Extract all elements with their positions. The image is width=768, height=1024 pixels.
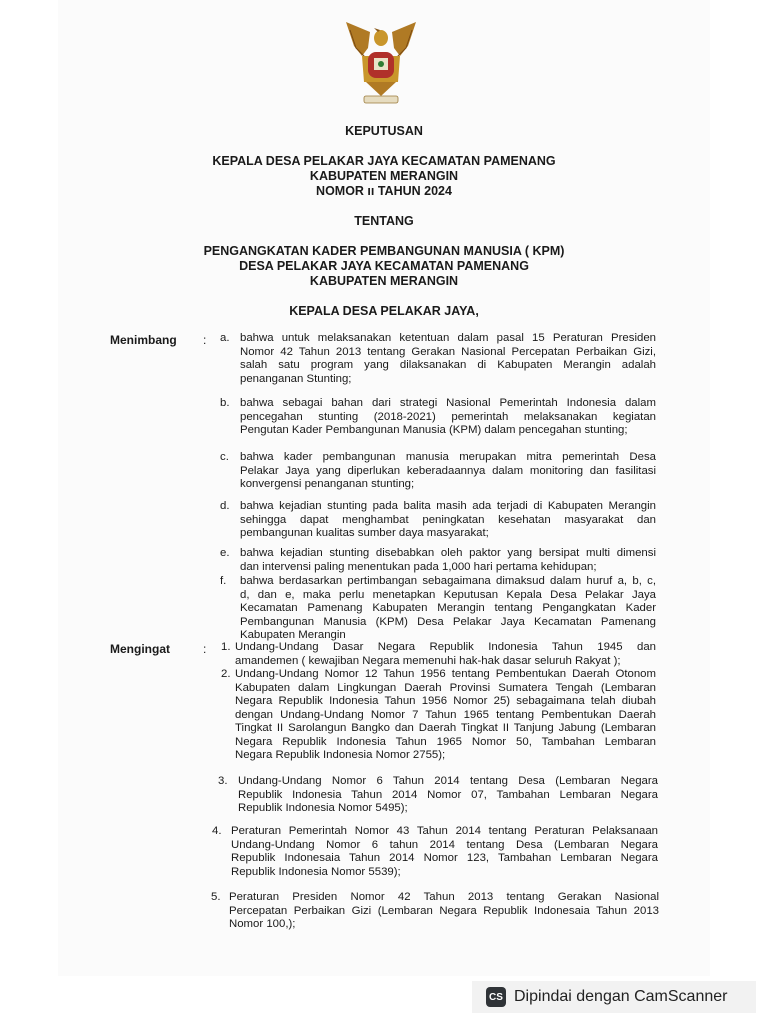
menimbang-item-marker: a. — [220, 332, 230, 344]
menimbang-item-line: penanganan Stunting; — [240, 372, 352, 385]
kabupaten-line: KABUPATEN MERANGIN — [309, 169, 459, 183]
menimbang-item-line: Pelakar Jaya yang diperlukan keberadaannya dalam monitoring dan fasilitasi — [240, 464, 656, 477]
subject-line-1: PENGANGKATAN KADER PEMBANGUNAN MANUSIA ( KPM) — [203, 244, 565, 258]
decree-title: KEPUTUSAN — [345, 124, 423, 138]
subject-line-3: KABUPATEN MERANGIN — [309, 274, 459, 288]
mengingat-item-line: amandemen ( kewajiban Negara memenuhi hak-hak dasar seluruh Rakyat ); — [235, 654, 621, 667]
menimbang-item — [240, 500, 656, 541]
menimbang-colon: : — [203, 333, 207, 347]
menimbang-item-marker: c. — [220, 451, 229, 463]
menimbang-item-line: Nomor 42 Tahun 2013 tentang Gerakan Nasional Percepatan Perbaikan Gizi, — [240, 345, 656, 358]
mengingat-item-marker: 4. — [212, 825, 222, 837]
menimbang-item-line: sehingga dapat menghambat peningkatan kesehatan masyarakat dan — [240, 513, 656, 526]
menimbang-item — [240, 397, 656, 438]
mengingat-item-marker: 2. — [221, 668, 231, 680]
menimbang-item-line: konvergensi penanganan stunting; — [240, 478, 415, 490]
mengingat-item-line: Undang-Undang Nomor 6 tahun 2014 tentang Desa (Lembaran Negara — [231, 838, 658, 851]
menimbang-item-line: bahwa sebagai bahan dari strategi Nasional Pemerintah Indonesia dalam — [240, 397, 656, 409]
menimbang-item — [240, 451, 656, 492]
menimbang-item — [240, 547, 656, 574]
menimbang-item-line: bahwa kejadian stunting disebabkan oleh paktor yang bersipat multi dimensi — [240, 547, 656, 559]
mengingat-item-line: Republik Indonesia Nomor 5539); — [231, 865, 401, 878]
menimbang-item-line: bahwa untuk melaksanakan ketentuan dalam pasal 15 Peraturan Presiden — [240, 332, 656, 344]
mengingat-item — [235, 641, 656, 668]
mengingat-item-line: Republik Indonesia Nomor 5495); — [238, 802, 408, 814]
menimbang-label: Menimbang — [110, 333, 177, 347]
mengingat-item-line: Undang-Undang Dasar Negara Republik Indonesia Tahun 1945 dan — [235, 641, 656, 653]
mengingat-item-line: Undang-Undang Nomor 6 Tahun 2014 tentang Desa (Lembaran Negara — [238, 775, 658, 787]
mengingat-item-line: Kabupaten dalam Lingkungan Daerah Provinsi Sumatera Tengah (Lembaran — [235, 681, 656, 694]
menimbang-item-line: Pengutan Kader Pembangunan Manusia (KPM) dalam pencegahan stunting; — [240, 424, 628, 436]
mengingat-colon: : — [203, 642, 207, 656]
mengingat-item-line: Tingkat II Sarolangun Bangko dan Daerah Tingkat II Tanjung Jabung (Lembaran — [235, 722, 656, 734]
camscanner-badge — [472, 981, 756, 1013]
mengingat-item — [231, 825, 658, 879]
menimbang-item-line: Kecamatan Pamenang Kabupaten Merangin tentang Pengangkatan Kader — [240, 602, 656, 614]
scanner-label: Dipindai dengan CamScanner — [514, 988, 728, 1005]
menimbang-item-line: pembangunan kualitas sumber daya masyarakat; — [240, 527, 489, 539]
menimbang-item-marker: f. — [220, 575, 227, 587]
issuer-line: KEPALA DESA PELAKAR JAYA KECAMATAN PAMENANG — [212, 154, 556, 168]
mengingat-item-line: Negara Republik Indonesia Tahun 1965 Nomor 50, Tambahan Lembaran — [235, 735, 656, 748]
menimbang-item-line: bahwa berdasarkan pertimbangan sebagaimana dimaksud dalam huruf a, b, c, — [240, 575, 656, 587]
mengingat-item — [229, 891, 659, 932]
tentang-heading: TENTANG — [354, 214, 414, 228]
menimbang-item-line: dan intervensi paling menentukan pada 1,000 hari pertama kehidupan; — [240, 560, 597, 573]
mengingat-item-line: Negara Republik Indonesia Tahun 1956 Nomor 25) sebagaimana telah diubah — [235, 695, 656, 707]
menimbang-item-line: bahwa kader pembangunan manusia merupakan mitra pemerintah Desa — [240, 451, 656, 463]
nomor-line: NOMOR ıı TAHUN 2024 — [316, 184, 452, 198]
mengingat-item-line: Negara Republik Indonesia Nomor 2755); — [235, 749, 446, 761]
garuda-emblem-icon — [340, 12, 422, 110]
mengingat-item — [235, 668, 656, 763]
mengingat-item-line: Undang-Undang Nomor 12 Tahun 1956 tentang Pembentukan Daerah Otonom — [235, 668, 656, 680]
menimbang-item-line: bahwa kejadian stunting pada balita masih ada terjadi di Kabupaten Merangin — [240, 500, 656, 512]
mengingat-item — [238, 775, 658, 816]
menimbang-item — [240, 575, 656, 643]
mengingat-item-marker: 5. — [211, 891, 221, 903]
mengingat-item-line: Republik Indonesia Tahun 2014 Nomor 07, Tambahan Lembaran Negara — [238, 788, 658, 801]
menimbang-item-line: Kabupaten Merangin — [240, 629, 346, 641]
camscanner-logo-icon: CS — [486, 987, 506, 1007]
menimbang-item-marker: e. — [220, 547, 230, 559]
mengingat-item-line: Percepatan Perbaikan Gizi (Lembaran Negara Republik Indonesaia Tahun 2013 — [229, 904, 659, 917]
mengingat-item-marker: 1. — [221, 641, 231, 653]
mengingat-item-line: Peraturan Pemerintah Nomor 43 Tahun 2014 tentang Peraturan Pelaksanaan — [231, 825, 658, 837]
menimbang-item-marker: b. — [220, 397, 230, 409]
mengingat-item-line: Nomor 100,); — [229, 918, 296, 930]
menimbang-item-line: Pembangunan Manusia (KPM) Desa Pelakar Jaya Kecamatan Pamenang — [240, 615, 656, 628]
menimbang-item-line: d, dan e, maka perlu menetapkan Keputusan Kepala Desa Pelakar Jaya — [240, 588, 656, 601]
menimbang-item-line: salah satu program yang dilaksanakan di Kabupaten Merangin adalah — [240, 359, 656, 371]
mengingat-item-line: Republik Indonesaia Tahun 2014 Nomor 123, Tambahan Lembaran Negara — [231, 852, 658, 864]
subject-line-2: DESA PELAKAR JAYA KECAMATAN PAMENANG — [239, 259, 529, 273]
mengingat-item-marker: 3. — [218, 775, 228, 787]
mengingat-label: Mengingat — [110, 642, 170, 656]
menimbang-item-line: pencegahan stunting (2018-2021) pemerintah melaksanakan kegiatan — [240, 410, 656, 423]
mengingat-item-line: dengan Undang-Undang Nomor 7 Tahun 1965 tentang Pembentukan Daerah — [235, 708, 656, 721]
mengingat-item-line: Peraturan Presiden Nomor 42 Tahun 2013 tentang Gerakan Nasional — [229, 891, 659, 903]
menimbang-item — [240, 332, 656, 386]
menimbang-item-marker: d. — [220, 500, 230, 512]
kepala-desa-heading: KEPALA DESA PELAKAR JAYA, — [289, 304, 479, 318]
